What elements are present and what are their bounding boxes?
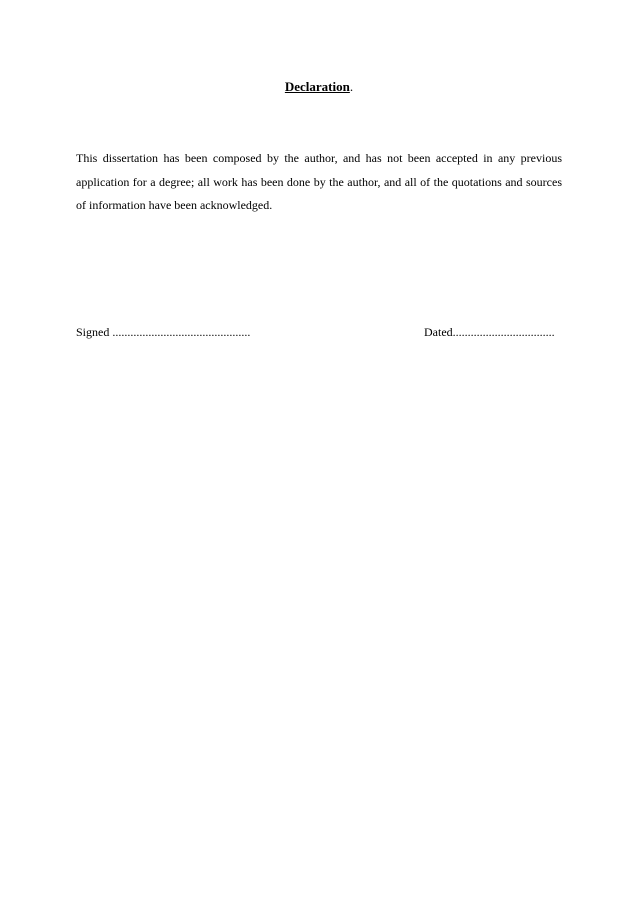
title-period: . xyxy=(349,79,354,94)
declaration-paragraph: This dissertation has been composed by the author, and has not been accepted in any previous application for a degree; all work has been done by the author, and all of the quotations and sources of information have been acknowledged. xyxy=(76,151,562,212)
signed-line: Signed .............................................. xyxy=(76,325,251,339)
title-text: Declaration xyxy=(284,79,350,94)
page-title xyxy=(0,78,638,96)
dated-line: Dated.................................. xyxy=(424,325,555,339)
signature-row xyxy=(76,323,562,341)
